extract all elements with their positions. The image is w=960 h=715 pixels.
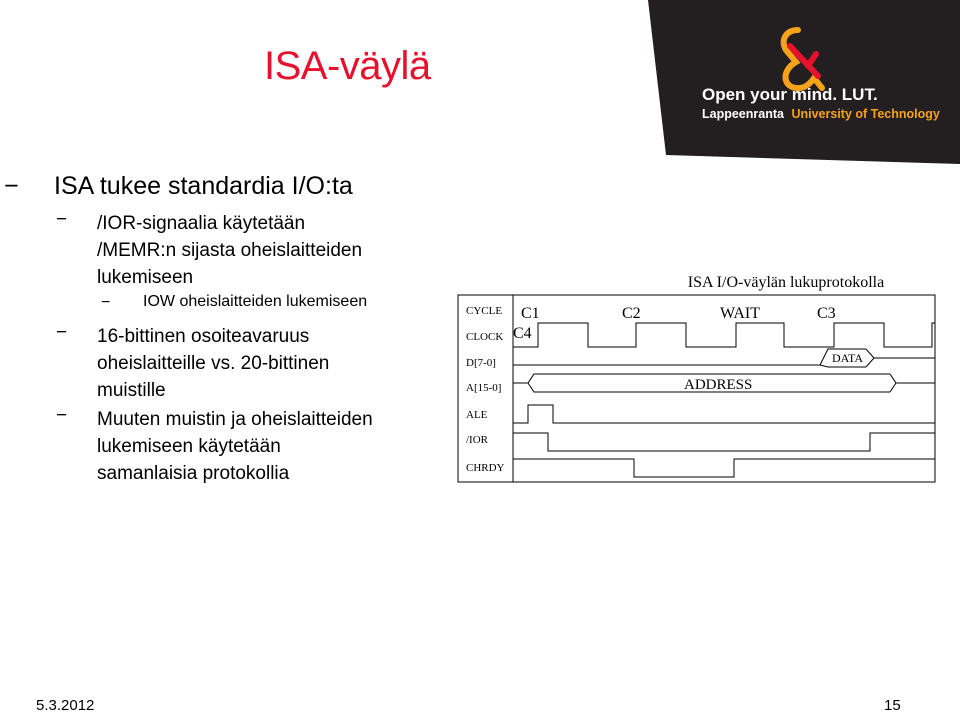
svg-text:Lappeenranta University of — [702, 107, 940, 121]
bullet-4-line: 16-bittinen osoiteavaruus — [97, 326, 310, 347]
bullet-2-line: lukemiseen — [97, 267, 194, 288]
cycle-label-c2: C2 — [622, 305, 641, 322]
logo-line1: Open your mind. LUT. — [702, 85, 878, 104]
signal-label-address: A[15-0] — [466, 382, 502, 394]
cycle-label-c1: C1 — [521, 305, 540, 322]
logo-line2-part1: Lappeenranta — [702, 107, 784, 121]
ior-waveform — [513, 433, 935, 451]
bullet-3-line: IOW oheislaitteiden lukemiseen — [143, 293, 368, 310]
logo-background — [648, 0, 960, 164]
bullet-3 — [143, 294, 367, 310]
bullet-4-line: oheislaitteille vs. 20-bittinen — [97, 353, 330, 374]
clock-waveform — [513, 323, 935, 347]
bullet-4 — [97, 323, 329, 404]
signal-label-clock: CLOCK — [466, 331, 504, 343]
signal-label-ale: ALE — [466, 409, 488, 421]
cycle-label-wait: WAIT — [720, 305, 760, 322]
slide-date: 5.3.2012 — [36, 697, 95, 714]
data-bus — [513, 349, 935, 367]
chrdy-waveform — [513, 459, 935, 477]
bullet-4-line: muistille — [97, 380, 166, 401]
slide-title: ISA-väylä — [264, 44, 431, 88]
bullet-dash: − — [101, 294, 111, 311]
bullet-dash: − — [4, 172, 19, 200]
bullet-dash: − — [56, 405, 68, 426]
bullet-2-line: /MEMR:n sijasta oheislaitteiden — [97, 240, 363, 261]
bullet-1 — [54, 174, 353, 199]
bullet-5-line: Muuten muistin ja oheislaitteiden — [97, 409, 373, 430]
signal-label-data: D[7-0] — [466, 357, 496, 369]
bullet-2 — [97, 210, 362, 291]
data-label: DATA — [832, 351, 864, 365]
page-number: 15 — [884, 697, 901, 714]
signal-label-cycle: CYCLE — [466, 305, 503, 317]
ale-waveform — [513, 405, 935, 423]
cycle-label-c3: C3 — [817, 305, 836, 322]
logo-line2-part2: University of Technology — [791, 107, 940, 121]
bullet-5-line: samanlaisia protokollia — [97, 463, 290, 484]
lut-logo — [646, 0, 960, 164]
signal-label-ior: /IOR — [466, 434, 488, 446]
bullet-2-line: /IOR-signaalia käytetään — [97, 213, 306, 234]
bullet-dash: − — [56, 322, 68, 343]
diagram-caption: ISA I/O-väylän lukuprotokolla — [687, 274, 885, 291]
bullet-1-line: ISA tukee standardia I/O:ta — [54, 172, 353, 200]
address-bus — [513, 374, 935, 393]
address-label: ADDRESS — [684, 377, 753, 393]
cycle-label-c4: C4 — [513, 325, 532, 342]
timing-diagram — [450, 265, 950, 495]
signal-label-chrdy: CHRDY — [466, 462, 505, 474]
bullet-5-line: lukemiseen käytetään — [97, 436, 281, 457]
bullet-5 — [97, 406, 373, 487]
bullet-dash: − — [56, 209, 68, 230]
bullet-list — [0, 0, 450, 500]
